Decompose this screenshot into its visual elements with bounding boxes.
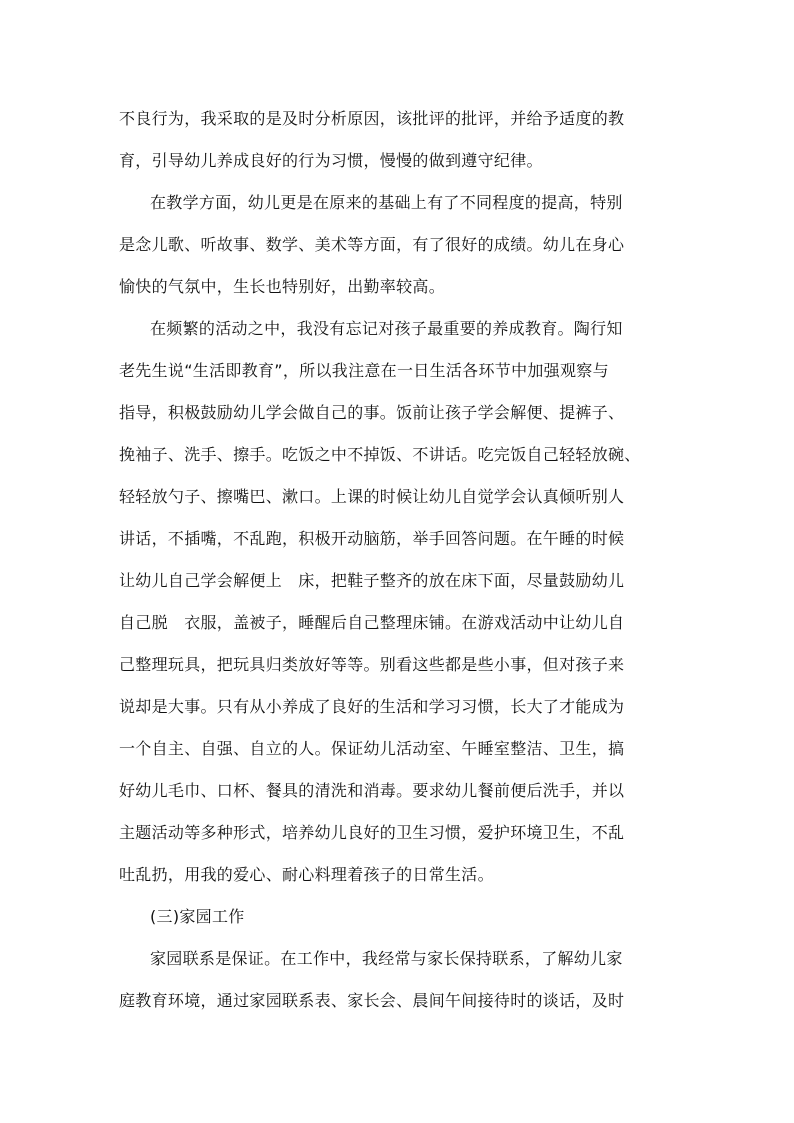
paragraph-line: 在教学方面，幼儿更是在原来的基础上有了不同程度的提高，特别 <box>150 193 623 212</box>
paragraph-line: 讲话，不插嘴，不乱跑，积极开动脑筋，举手回答问题。在午睡的时候 <box>119 529 625 548</box>
paragraph-line: 说却是大事。只有从小养成了良好的生活和学习习惯，长大了才能成为 <box>119 697 625 716</box>
paragraph-line: 挽袖子、洗手、擦手。吃饭之中不掉饭、不讲话。吃完饭自己轻轻放碗、 <box>119 445 641 464</box>
paragraph-line: 吐乱扔，用我的爱心、耐心料理着孩子的日常生活。 <box>119 865 494 884</box>
paragraph-line: 育，引导幼儿养成良好的行为习惯，慢慢的做到遵守纪律。 <box>119 151 543 170</box>
paragraph-line: 自己脱 衣服，盖被子，睡醒后自己整理床铺。在游戏活动中让幼儿自 <box>119 613 625 632</box>
paragraph-line: 让幼儿自己学会解便上 床，把鞋子整齐的放在床下面，尽量鼓励幼儿 <box>119 571 625 590</box>
paragraph-line: 轻轻放勺子、擦嘴巴、漱口。上课的时候让幼儿自觉学会认真倾听别人 <box>119 487 625 506</box>
paragraph-line: 是念儿歌、听故事、数学、美术等方面，有了很好的成绩。幼儿在身心 <box>119 235 625 254</box>
paragraph-line: 己整理玩具，把玩具归类放好等等。别看这些都是些小事，但对孩子来 <box>119 655 625 674</box>
paragraph-line: 指导，积极鼓励幼儿学会做自己的事。饭前让孩子学会解便、提裤子、 <box>119 403 625 422</box>
paragraph-line: 好幼儿毛巾、口杯、餐具的清洗和消毒。要求幼儿餐前便后洗手，并以 <box>119 781 625 800</box>
paragraph-line: 在频繁的活动之中，我没有忘记对孩子最重要的养成教育。陶行知 <box>150 319 623 338</box>
section-heading: (三)家园工作 <box>150 907 245 926</box>
paragraph-line: 老先生说“生活即教育”，所以我注意在一日生活各环节中加强观察与 <box>119 361 609 380</box>
paragraph-line: 一个自主、自强、自立的人。保证幼儿活动室、午睡室整洁、卫生，搞 <box>119 739 625 758</box>
paragraph-line: 庭教育环境，通过家园联系表、家长会、晨间午间接待时的谈话，及时 <box>119 991 625 1010</box>
paragraph-line: 愉快的气氛中，生长也特别好，出勤率较高。 <box>119 277 446 296</box>
paragraph-line: 家园联系是保证。在工作中，我经常与家长保持联系，了解幼儿家 <box>150 949 623 968</box>
paragraph-line: 主题活动等多种形式，培养幼儿良好的卫生习惯，爱护环境卫生，不乱 <box>119 823 625 842</box>
paragraph-line: 不良行为，我采取的是及时分析原因，该批评的批评，并给予适度的教 <box>119 109 625 128</box>
